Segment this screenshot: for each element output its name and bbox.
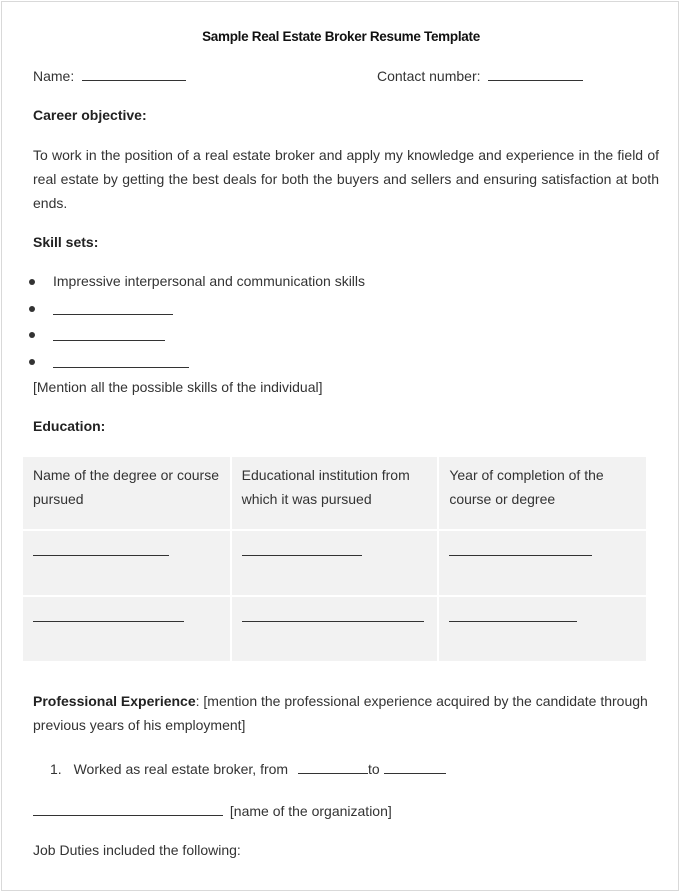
organization-blank-line xyxy=(33,803,223,816)
blank-line xyxy=(449,541,592,556)
from-blank-line xyxy=(298,761,368,774)
organization-field xyxy=(33,803,392,819)
blank-line xyxy=(33,607,184,622)
table-cell xyxy=(438,530,646,596)
bullet-icon xyxy=(29,359,35,365)
table-header-cell: Name of the degree or course pursued xyxy=(23,457,231,530)
name-label: Name: xyxy=(33,68,75,84)
experience-item-1 xyxy=(50,761,446,777)
to-label: to xyxy=(367,761,380,777)
education-heading: Education: xyxy=(33,418,106,434)
experience-item-text: Worked as real estate broker, from xyxy=(73,761,289,777)
contact-blank-line xyxy=(488,68,583,81)
professional-experience-heading: Professional Experience xyxy=(33,693,196,709)
table-cell xyxy=(231,596,439,662)
bullet-icon xyxy=(29,279,35,285)
table-row xyxy=(23,596,646,662)
skill-item-blank-4 xyxy=(53,355,189,368)
bullet-icon xyxy=(29,306,35,312)
skill-sets-heading: Skill sets: xyxy=(33,234,99,250)
table-cell xyxy=(23,596,231,662)
blank-line xyxy=(33,541,169,556)
contact-label: Contact number: xyxy=(377,68,481,84)
contact-field xyxy=(377,68,583,84)
skill-item-blank-3 xyxy=(53,328,165,341)
to-blank-line xyxy=(384,761,446,774)
table-cell xyxy=(231,530,439,596)
job-duties-label: Job Duties included the following: xyxy=(33,842,241,858)
career-objective-heading: Career objective: xyxy=(33,107,147,123)
career-objective-text: To work in the position of a real estate broker and apply my knowledge and experience in the field of real estate by getting the best deals for both the buyers and sellers and ensuring satisfaction at both ends. xyxy=(33,147,659,211)
skill-sets-note: [Mention all the possible skills of the individual] xyxy=(33,379,323,395)
blank-line xyxy=(449,607,577,622)
resume-page xyxy=(1,1,679,891)
professional-experience-description: : [mention the professional experience acquired by the candidate through previous years of his employment] xyxy=(33,693,648,733)
blank-line xyxy=(242,607,424,622)
table-header-row xyxy=(23,457,646,530)
education-table xyxy=(23,457,646,663)
skill-item-1: Impressive interpersonal and communication skills xyxy=(53,273,366,289)
table-cell xyxy=(438,596,646,662)
bullet-icon xyxy=(29,332,35,338)
table-header-cell: Educational institution from which it was pursued xyxy=(231,457,439,530)
table-row xyxy=(23,530,646,596)
name-field xyxy=(33,68,186,84)
experience-item-number: 1. xyxy=(50,761,62,777)
table-cell xyxy=(23,530,231,596)
organization-label: [name of the organization] xyxy=(229,803,392,819)
document-title: Sample Real Estate Broker Resume Template xyxy=(202,29,480,44)
skill-item-blank-2 xyxy=(53,302,173,315)
name-blank-line xyxy=(82,68,186,81)
table-header-cell: Year of completion of the course or degree xyxy=(438,457,646,530)
blank-line xyxy=(242,541,362,556)
professional-experience-paragraph xyxy=(33,689,663,737)
